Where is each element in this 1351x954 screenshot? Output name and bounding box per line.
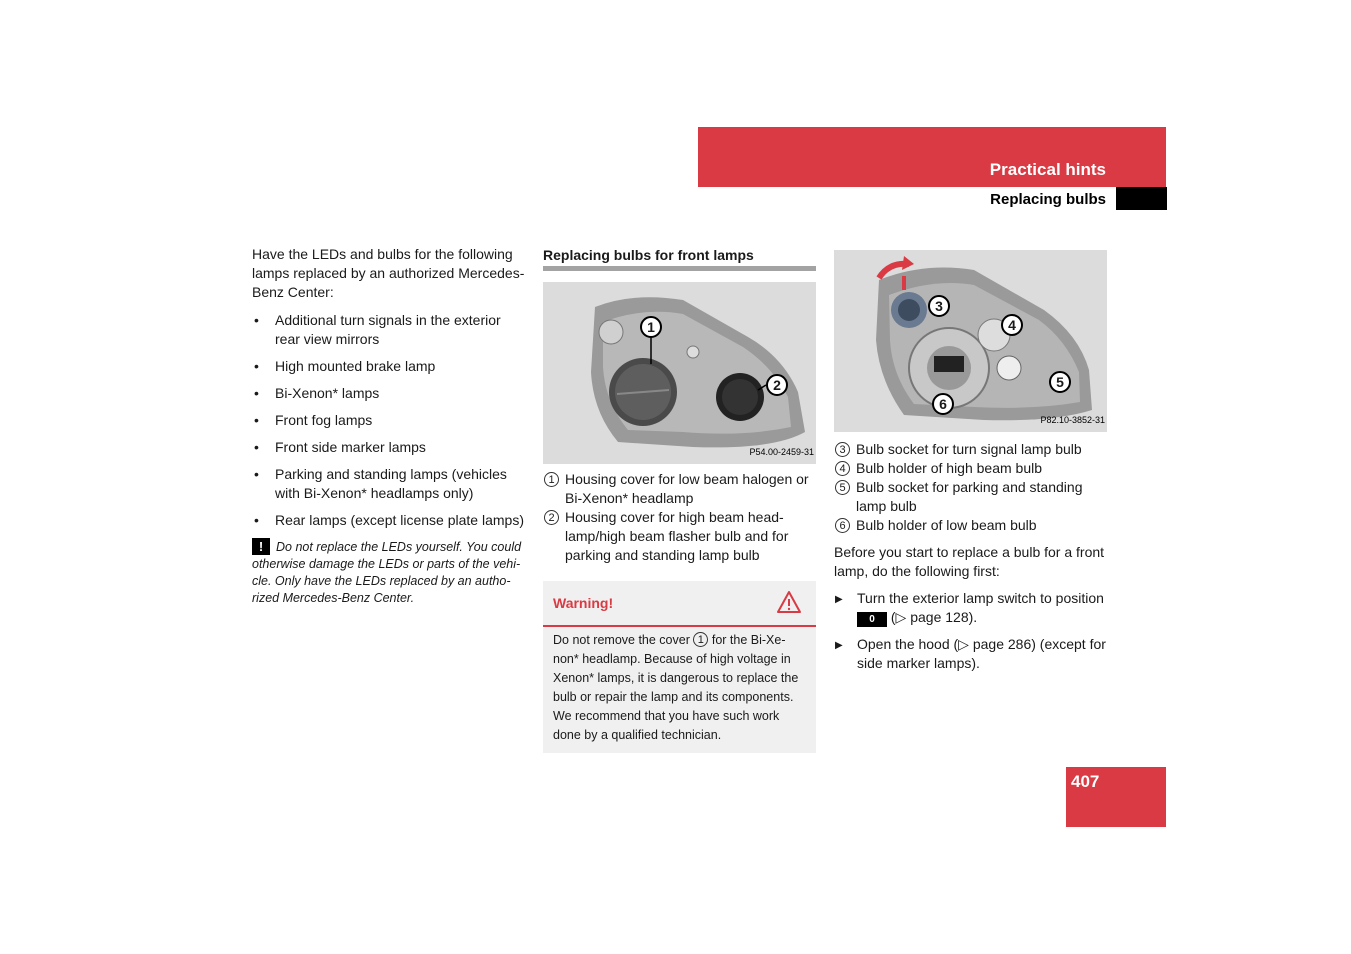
legend-number: 1 xyxy=(544,472,559,487)
list-item: • Front side marker lamps xyxy=(252,438,527,457)
legend-item xyxy=(834,459,1107,478)
list-item: • Additional turn signals in the exterior rear view mirrors xyxy=(252,311,527,349)
legend-number: 1 xyxy=(693,632,708,647)
legend-number: 5 xyxy=(835,480,850,495)
notice-text: Do not replace the LEDs yourself. You could otherwise damage the LEDs or parts of the vehi- cle. Only have the LEDs replaced by an autho- rized Mercedes-Benz Center. xyxy=(252,540,522,605)
photo-code: P82.10-3852-31 xyxy=(1040,415,1105,425)
legend-list xyxy=(543,470,816,565)
legend-number: 4 xyxy=(835,461,850,476)
list-item: • Front fog lamps xyxy=(252,411,527,430)
section-title: Replacing bulbs xyxy=(990,191,1106,208)
warning-body xyxy=(543,627,816,753)
procedure-intro: Before you start to replace a bulb for a front lamp, do the following first: xyxy=(834,544,1105,579)
callout-5: 5 xyxy=(1049,371,1071,393)
photo-code: P54.00-2459-31 xyxy=(749,447,814,457)
column-left xyxy=(252,245,527,607)
list-item: • Parking and standing lamps (vehicles with Bi-Xenon* headlamps only) xyxy=(252,465,527,503)
legend-item xyxy=(834,440,1107,459)
section-marker xyxy=(1116,187,1167,210)
legend-text: Bulb socket for turn signal lamp bulb xyxy=(856,441,1082,457)
lamp-switch-position-key: 0 xyxy=(857,612,887,627)
headlamp-illustration xyxy=(543,282,816,464)
callout-6: 6 xyxy=(932,393,954,415)
list-item: • Bi-Xenon* lamps xyxy=(252,384,527,403)
warning-triangle-icon xyxy=(776,590,802,614)
step-text: Open the hood (▷ page 286) (except for side marker lamps). xyxy=(857,636,1106,671)
chapter-title: Practical hints xyxy=(989,160,1106,179)
legend-item xyxy=(543,470,816,508)
lamp-list xyxy=(252,311,527,530)
intro-text: Have the LEDs and bulbs for the following lamps replaced by an authorized Mercedes-Benz Center: xyxy=(252,246,525,300)
step-item xyxy=(834,635,1107,673)
page-number: 407 xyxy=(1071,772,1100,791)
headlamp-photo-bulb-sockets xyxy=(834,250,1107,432)
warning-text: Do not remove the cover xyxy=(553,633,690,647)
exclamation-icon: ! xyxy=(252,538,270,555)
notice xyxy=(252,538,527,607)
callout-2: 2 xyxy=(766,374,788,396)
column-right xyxy=(834,250,1107,681)
callout-4: 4 xyxy=(1001,314,1023,336)
headlamp-illustration xyxy=(834,250,1107,432)
callout-3: 3 xyxy=(928,295,950,317)
legend-text: Bulb socket for parking and standing lamp bulb xyxy=(856,479,1083,514)
legend-text: Bulb holder of low beam bulb xyxy=(856,517,1037,533)
legend-item xyxy=(834,516,1107,535)
legend-number: 3 xyxy=(835,442,850,457)
legend-text: Housing cover for low beam halogen or Bi-Xenon* headlamp xyxy=(565,471,809,506)
column-middle xyxy=(543,245,816,753)
step-text: Turn the exterior lamp switch to position xyxy=(857,590,1104,606)
step-item xyxy=(834,589,1107,627)
legend-item xyxy=(834,478,1107,516)
list-item: • Rear lamps (except license plate lamps) xyxy=(252,511,527,530)
callout-1: 1 xyxy=(640,316,662,338)
legend-text: Housing cover for high beam head- lamp/high beam flasher bulb and for parking and standing lamp bulb xyxy=(565,509,789,563)
warning-box xyxy=(543,581,816,753)
subsection-title: Replacing bulbs for front lamps xyxy=(543,245,816,271)
warning-header xyxy=(543,581,816,627)
legend-number: 6 xyxy=(835,518,850,533)
step-text: (▷ page 128). xyxy=(890,609,978,625)
warning-text: for the Bi-Xe- non* headlamp. Because of high voltage in Xenon* lamps, it is dangerous to replace the bulb or repair the lamp and its components. We recommend that you have such work done by a qualified technician. xyxy=(553,633,799,742)
list-item: • High mounted brake lamp xyxy=(252,357,527,376)
warning-title: Warning! xyxy=(553,595,614,611)
legend-item xyxy=(543,508,816,565)
legend-text: Bulb holder of high beam bulb xyxy=(856,460,1043,476)
legend-list xyxy=(834,440,1107,535)
procedure-steps xyxy=(834,589,1107,673)
legend-number: 2 xyxy=(544,510,559,525)
headlamp-photo-rear-covers xyxy=(543,282,816,464)
